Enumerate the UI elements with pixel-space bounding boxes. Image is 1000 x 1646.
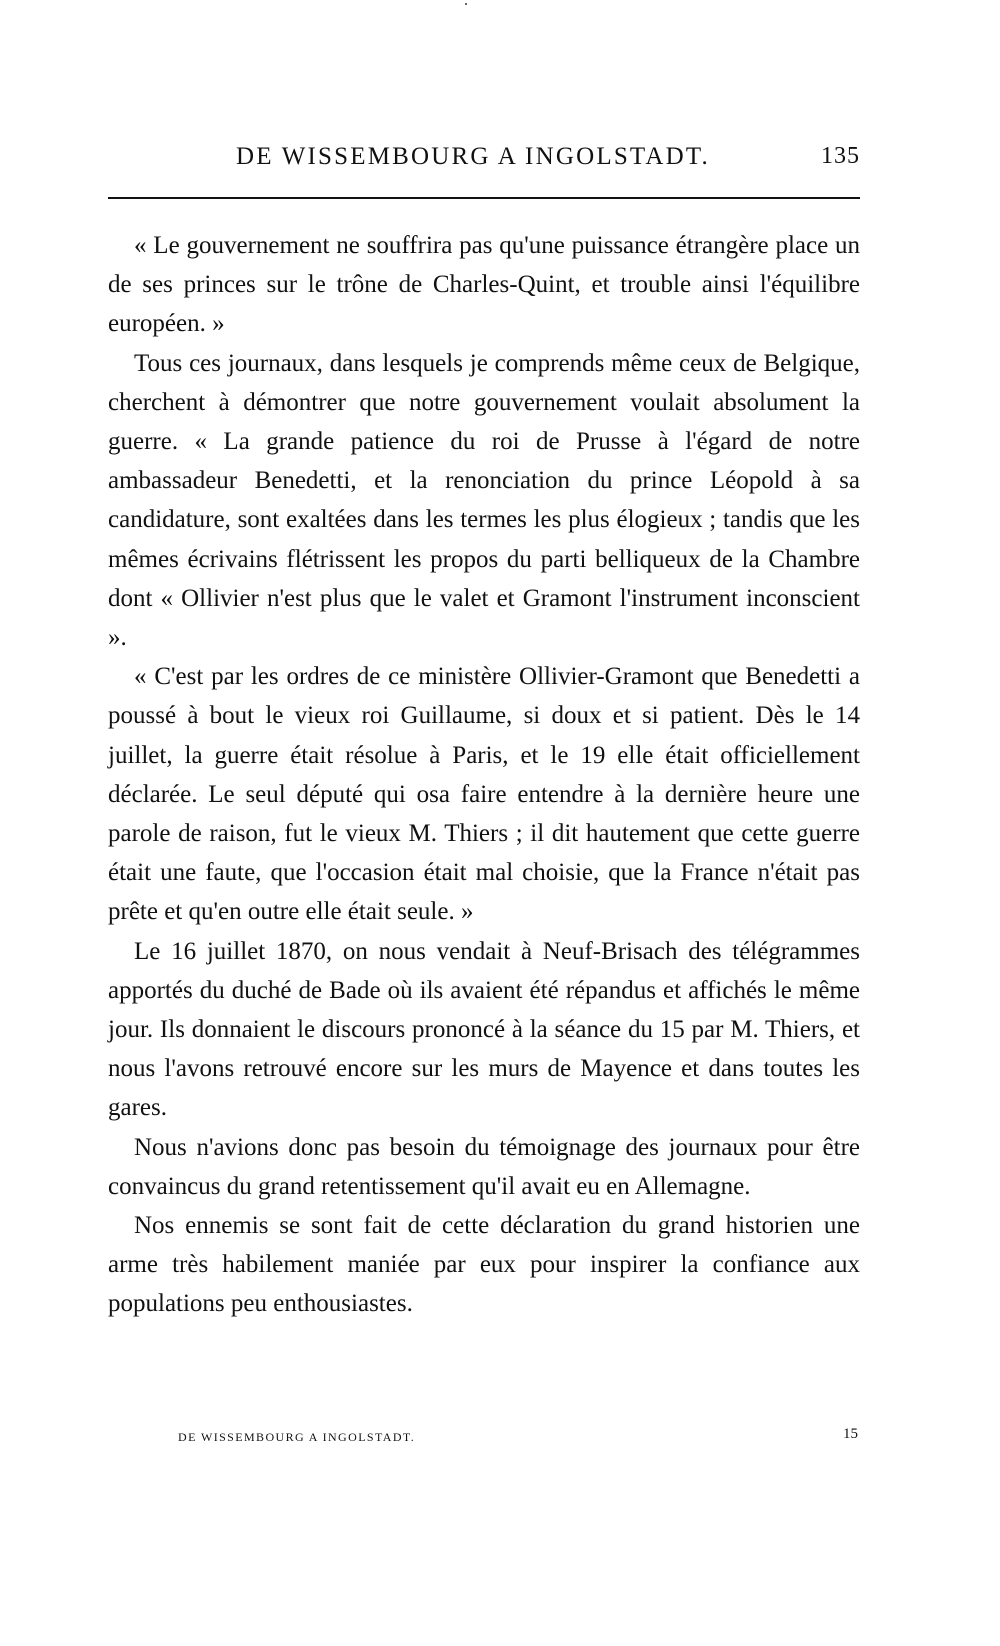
page-number: 135 bbox=[821, 143, 860, 169]
paragraph-newspapers: Tous ces journaux, dans lesquels je comprends même ceux de Belgique, cherchent à démontrer que notre gouvernement voulait absolument la guerre. « La grande patience du roi de Prusse à l'égard de notre ambassadeur Benedetti, et la renonciation du prince Léopold à sa candidature, sont exaltées dans les termes les plus élogieux ; tandis que les mêmes écrivains flétrissent les propos du parti belliqueux de la Chambre dont « Ollivier n'est plus que le valet et Gramont l'instrument inconscient ». bbox=[108, 349, 860, 652]
running-title: DE WISSEMBOURG A INGOLSTADT. bbox=[236, 143, 710, 170]
signature-title: DE WISSEMBOURG A INGOLSTADT. bbox=[178, 1430, 416, 1444]
body-text bbox=[108, 226, 860, 1324]
paragraph-telegrams: Le 16 juillet 1870, on nous vendait à Neuf-Brisach des télégrammes apportés du duché de Bade où ils avaient été répandus et affichés le même jour. Ils donnaient le discours prononcé à la séance du 15 par M. Thiers, et nous l'avons retrouvé encore sur les murs de Mayence et dans toutes les gares. bbox=[108, 937, 860, 1122]
paragraph-quote-government: « Le gouvernement ne souffrira pas qu'une puissance étrangère place un de ses princes sur le trône de Charles-Quint, et trouble ainsi l'équilibre européen. » bbox=[108, 232, 860, 338]
header-rule bbox=[108, 197, 860, 199]
scan-speck bbox=[465, 3, 467, 5]
printer-signature bbox=[178, 1426, 858, 1454]
signature-mark: 15 bbox=[843, 1426, 858, 1442]
running-head bbox=[108, 143, 860, 183]
paragraph-testimony: Nous n'avions donc pas besoin du témoignage des journaux pour être convaincus du grand retentissement qu'il avait eu en Allemagne. bbox=[108, 1133, 860, 1200]
paragraph-enemies: Nos ennemis se sont fait de cette déclaration du grand historien une arme très habilement maniée par eux pour inspirer la confiance aux populations peu enthousiastes. bbox=[108, 1212, 860, 1318]
paragraph-ollivier-gramont: « C'est par les ordres de ce ministère Ollivier-Gramont que Benedetti a poussé à bout le vieux roi Guillaume, si doux et si patient. Dès le 14 juillet, la guerre était résolue à Paris, et le 19 elle était officiellement déclarée. Le seul député qui osa faire entendre à la dernière heure une parole de raison, fut le vieux M. Thiers ; il dit hautement que cette guerre était une faute, que l'occasion était mal choisie, que la France n'était pas prête et qu'en outre elle était seule. » bbox=[108, 663, 860, 926]
